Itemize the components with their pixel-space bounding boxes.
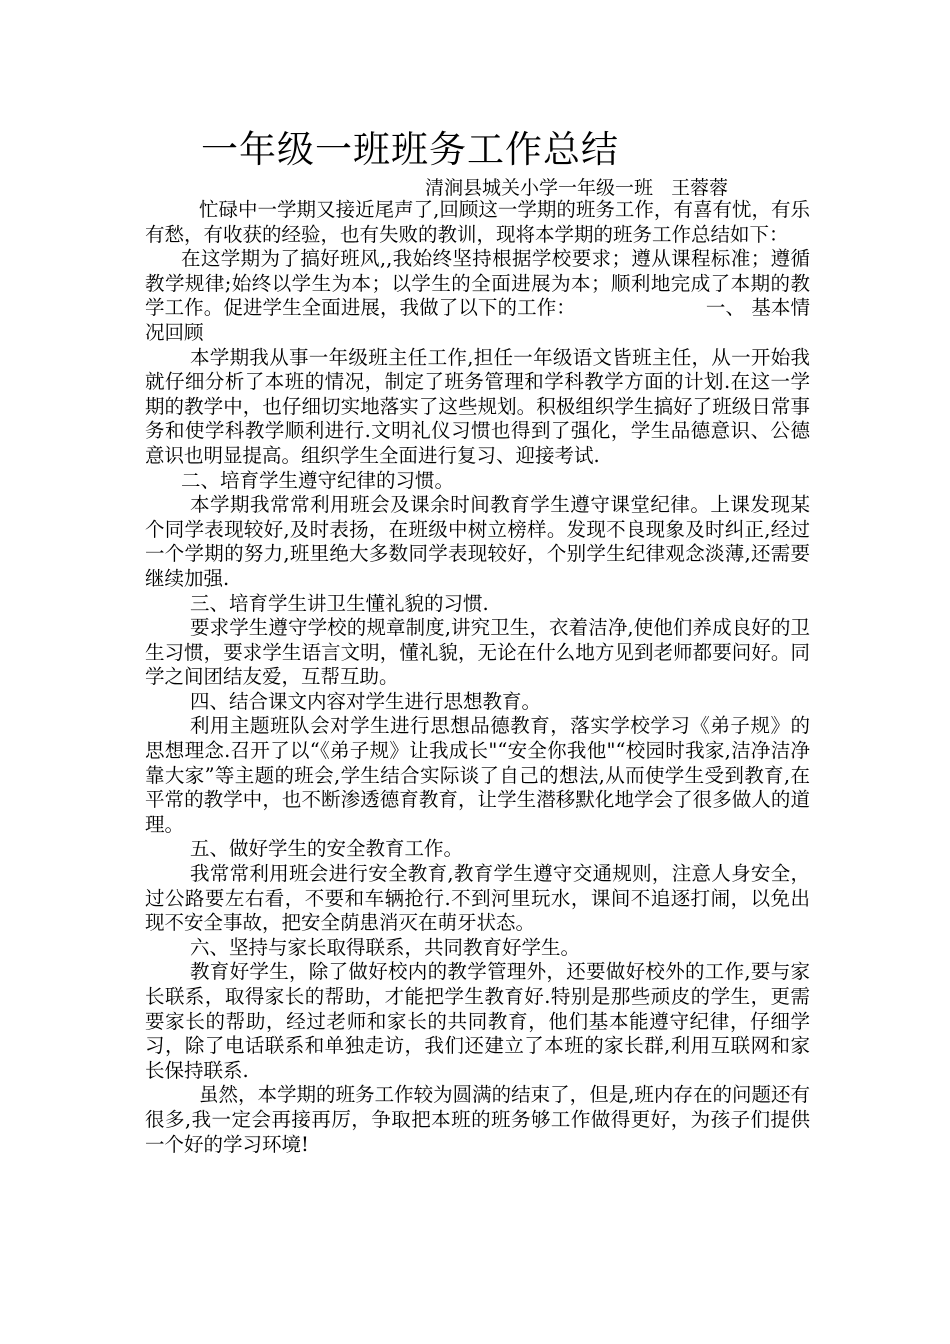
paragraph-section-1: 本学期我从事一年级班主任工作,担任一年级语文皆班主任，从一开始我就仔细分析了本班的情况，制定了班务管理和学科教学方面的计划.在这一学期的教学中，也仔细切实地落实了这些规划。积极组织学生搞好了班级日常事务和使学科教学顺利进行.文明礼仪习惯也得到了强化，学生品德意识、公德意识也明显提高。组织学生全面进行复习、迎接考试. xyxy=(145,345,810,467)
paragraph-approach-text: 在这学期为了搞好班风,,我始终坚持根据学校要求；遵从课程标准；遵循教学规律;始终以学生为本；以学生的全面进展为本；顺利地完成了本期的教学工作。促进学生全面进展，我做了以下的工作： xyxy=(145,247,810,320)
paragraph-section-3: 要求学生遵守学校的规章制度,讲究卫生，衣着洁净,使他们养成良好的卫生习惯，要求学生语言文明，懂礼貌，无论在什么地方见到老师都要问好。同学之间团结友爱，互帮互助。 xyxy=(145,616,810,689)
section-heading-3: 三、培育学生讲卫生懂礼貌的习惯. xyxy=(190,591,489,615)
section-heading-6: 六、坚持与家长取得联系，共同教育好学生。 xyxy=(190,935,581,959)
paragraph-approach xyxy=(145,247,810,345)
document-body xyxy=(145,198,810,1157)
paragraph-section-5: 我常常利用班会进行安全教育,教育学生遵守交通规则，注意人身安全，过公路要左右看，不要和车辆抢行.不到河里玩水，课间不追逐打闹，以免出现不安全事故，把安全荫患消灭在萌牙状态。 xyxy=(145,862,810,935)
paragraph-section-4: 利用主题班队会对学生进行思想品德教育，落实学校学习《弟子规》的思想理念.召开了以“《弟子规》让我成长"“安全你我他"“校园时我家,洁净洁净靠大家”等主题的班会,学生结合实际谈了自己的想法,从而使学生受到教育,在平常的教学中，也不断渗透德育教育，让学生潜移默化地学会了很多做人的道理。 xyxy=(145,714,810,836)
section-heading-5: 五、做好学生的安全教育工作。 xyxy=(190,837,464,861)
section-heading-4: 四、结合课文内容对学生进行思想教育。 xyxy=(190,689,542,713)
paragraph-section-6: 教育好学生，除了做好校内的教学管理外，还要做好校外的工作,要与家长联系，取得家长的帮助，才能把学生教育好.特别是那些顽皮的学生，更需要家长的帮助，经过老师和家长的共同教育，他们基本能遵守纪律，仔细学习，除了电话联系和单独走访，我们还建立了本班的家长群,利用互联网和家长保持联系. xyxy=(145,960,810,1082)
document-title: 一年级一班班务工作总结 xyxy=(201,128,619,171)
section-heading-1: 一、 基本情况回顾 xyxy=(145,296,810,344)
paragraph-conclusion: 虽然，本学期的班务工作较为圆满的结束了，但是,班内存在的问题还有很多,我一定会再接再厉，争取把本班的班务够工作做得更好，为孩子们提供一个好的学习环境! xyxy=(145,1083,810,1156)
section-heading-2: 二、培育学生遵守纪律的习惯。 xyxy=(181,468,455,492)
author-line: 清涧县城关小学一年级一班 王蓉蓉 xyxy=(425,177,729,199)
paragraph-section-2: 本学期我常常利用班会及课余时间教育学生遵守课堂纪律。上课发现某个同学表现较好,及时表扬，在班级中树立榜样。发现不良现象及时纠正,经过一个学期的努力,班里绝大多数同学表现较好，个别学生纪律观念淡薄,还需要继续加强. xyxy=(145,493,810,590)
paragraph-intro: 忙碌中一学期又接近尾声了,回顾这一学期的班务工作，有喜有忧，有乐有愁，有收获的经验，也有失败的教训，现将本学期的班务工作总结如下： xyxy=(145,198,810,246)
